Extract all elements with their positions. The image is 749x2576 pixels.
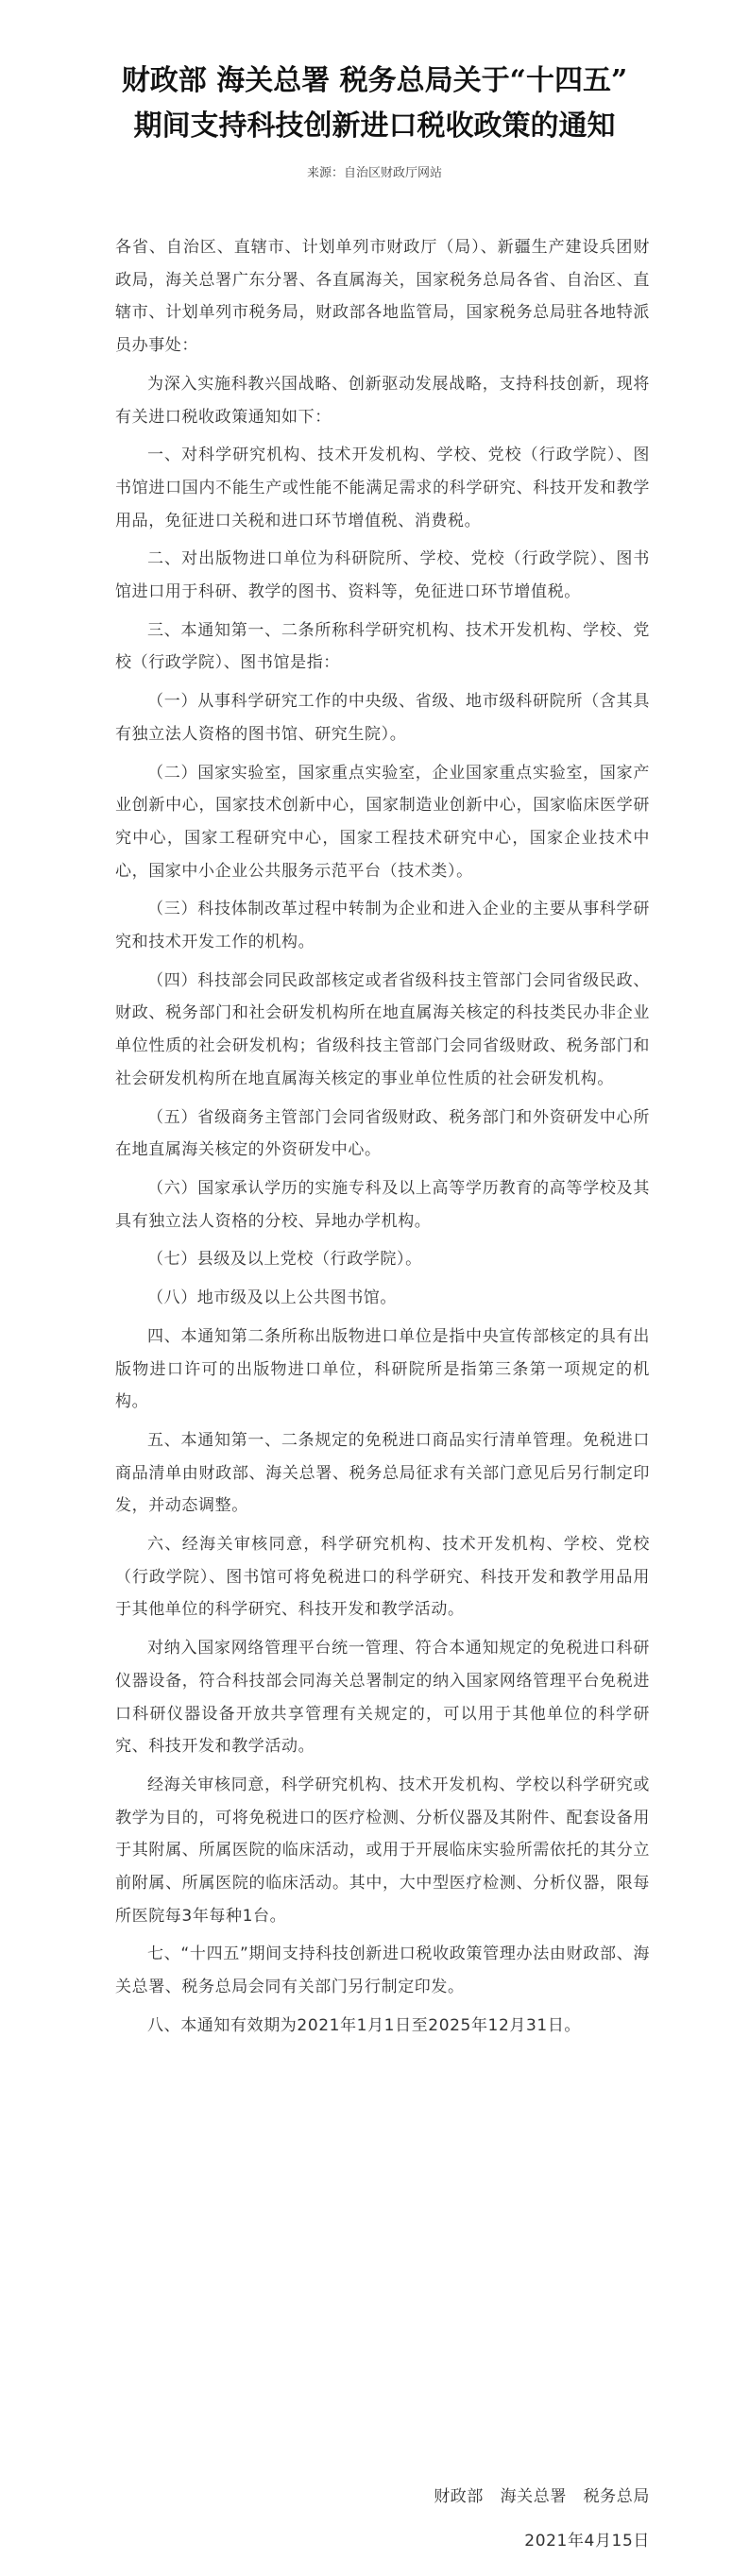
paragraph-article-2: 二、对出版物进口单位为科研院所、学校、党校（行政学院）、图书馆进口用于科研、教学的图书、资料等，免征进口环节增值税。 <box>115 549 650 602</box>
paragraph-item-1: （一）从事科学研究工作的中央级、省级、地市级科研院所（含其具有独立法人资格的图书馆、研究生院）。 <box>115 692 650 744</box>
paragraph-item-6: （六）国家承认学历的实施专科及以上高等学历教育的高等学校及其具有独立法人资格的分校、异地办学机构。 <box>115 1178 650 1231</box>
paragraph-article-8: 八、本通知有效期为2021年1月1日至2025年12月31日。 <box>147 2015 582 2035</box>
paragraph-article-1: 一、对科学研究机构、技术开发机构、学校、党校（行政学院）、图书馆进口国内不能生产或性能不能满足需求的科学研究、科技开发和教学用品，免征进口关税和进口环节增值税、消费税。 <box>115 446 650 530</box>
paragraph-item-8: （八）地市级及以上公共图书馆。 <box>147 1288 397 1308</box>
paragraph-item-4: （四）科技部会同民政部核定或者省级科技主管部门会同省级民政、财政、税务部门和社会研发机构所在地直属海关核定的科技类民办非企业单位性质的社会研发机构；省级科技主管部门会同省级财政、税务部门和社会研发机构所在地直属海关核定的事业单位性质的社会研发机构。 <box>115 970 650 1088</box>
paragraph-article-5: 五、本通知第一、二条规定的免税进口商品实行清单管理。免税进口商品清单由财政部、海关总署、税务总局征求有关部门意见后另行制定印发，并动态调整。 <box>115 1430 650 1516</box>
paragraph-intro: 为深入实施科教兴国战略、创新驱动发展战略，支持科技创新，现将有关进口税收政策通知如下： <box>115 374 650 427</box>
paragraph-addressee: 各省、自治区、直辖市、计划单列市财政厅（局）、新疆生产建设兵团财政局，海关总署广东分署、各直属海关，国家税务总局各省、自治区、直辖市、计划单列市税务局，财政部各地监管局，国家税务总局驻各地特派员办事处： <box>115 238 650 356</box>
paragraph-item-2: （二）国家实验室，国家重点实验室，企业国家重点实验室，国家产业创新中心，国家技术创新中心，国家制造业创新中心，国家临床医学研究中心，国家工程研究中心，国家工程技术研究中心，国家企业技术中心，国家中小企业公共服务示范平台（技术类）。 <box>115 763 650 881</box>
signature-date: 2021年4月15日 <box>524 2532 650 2551</box>
title-line-2: 期间支持科技创新进口税收政策的通知 <box>133 109 616 143</box>
source-line: 来源：自治区财政厅网站 <box>306 165 442 179</box>
paragraph-article-6: 六、经海关审核同意，科学研究机构、技术开发机构、学校、党校（行政学院）、图书馆可将免税进口的科学研究、科技开发和教学用品用于其他单位的科学研究、科技开发和教学活动。 <box>115 1535 650 1620</box>
paragraph-item-7: （七）县级及以上党校（行政学院）。 <box>147 1250 422 1270</box>
paragraph-article-7: 七、“十四五”期间支持科技创新进口税收政策管理办法由财政部、海关总署、税务总局会同有关部门另行制定印发。 <box>115 1945 650 1997</box>
signature-issuers: 财政部 海关总署 税务总局 <box>434 2487 650 2506</box>
paragraph-article-6-c: 经海关审核同意，科学研究机构、技术开发机构、学校以科学研究或教学为目的，可将免税进口的医疗检测、分析仪器及其附件、配套设备用于其附属、所属医院的临床活动，或用于开展临床实验所需依托的其分立前附属、所属医院的临床活动。其中，大中型医疗检测、分析仪器，限每所医院每3年每种1台。 <box>115 1775 650 1926</box>
title-line-1: 财政部 海关总署 税务总局关于“十四五” <box>121 64 628 97</box>
article-body <box>115 231 650 2048</box>
paragraph-item-3: （三）科技体制改革过程中转制为企业和进入企业的主要从事科学研究和技术开发工作的机构。 <box>115 900 650 952</box>
paragraph-item-5: （五）省级商务主管部门会同省级财政、税务部门和外资研发中心所在地直属海关核定的外资研发中心。 <box>115 1107 650 1160</box>
paragraph-article-6-b: 对纳入国家网络管理平台统一管理、符合本通知规定的免税进口科研仪器设备，符合科技部会同海关总署制定的纳入国家网络管理平台免税进口科研仪器设备开放共享管理有关规定的，可以用于其他单位的科学研究、科技开发和教学活动。 <box>115 1639 650 1757</box>
paragraph-article-3: 三、本通知第一、二条所称科学研究机构、技术开发机构、学校、党校（行政学院）、图书馆是指： <box>115 620 650 673</box>
paragraph-article-4: 四、本通知第二条所称出版物进口单位是指中央宣传部核定的具有出版物进口许可的出版物进口单位，科研院所是指第三条第一项规定的机构。 <box>115 1326 650 1412</box>
